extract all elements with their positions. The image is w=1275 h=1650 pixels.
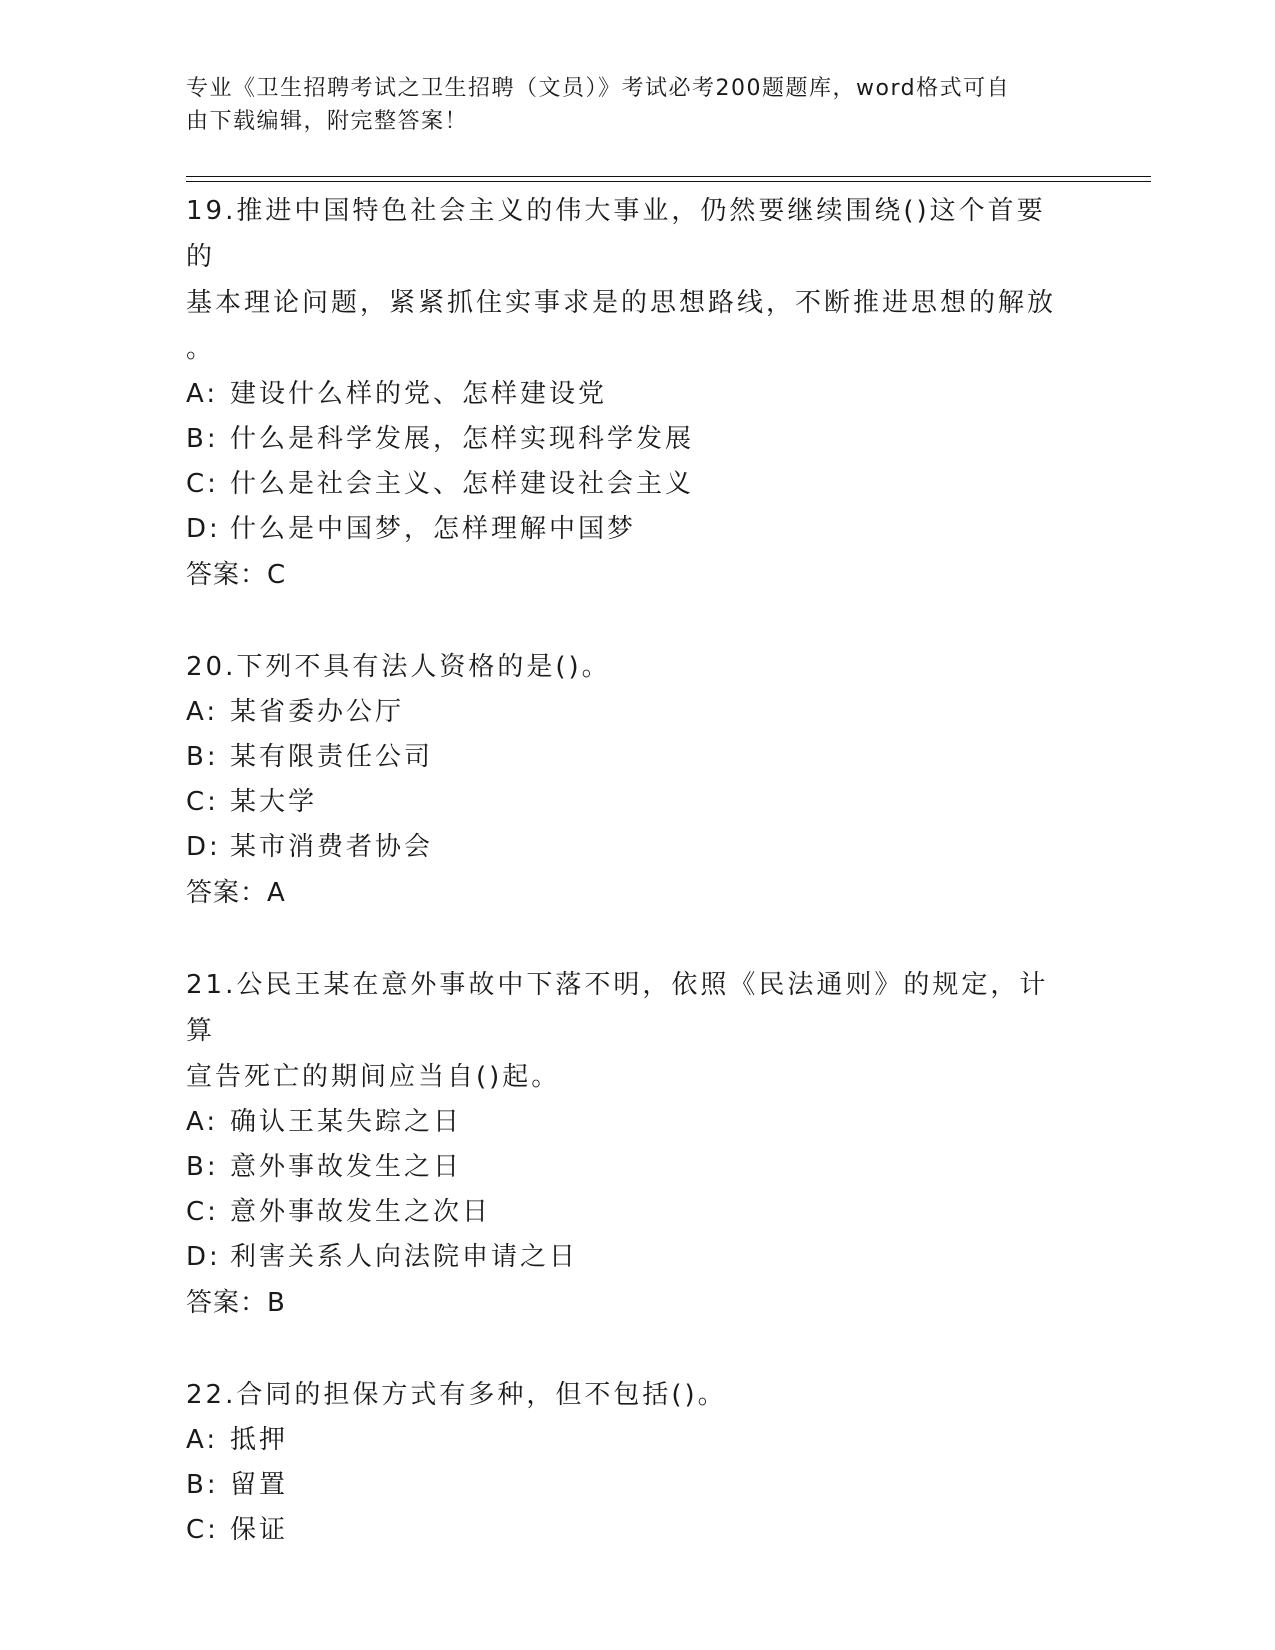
option-text: 确认王某失踪之日: [230, 1107, 463, 1137]
stem-line: 22.合同的担保方式有多种，但不包括()。: [186, 1380, 727, 1410]
option-b: [186, 1463, 1066, 1508]
option-b: [186, 417, 1066, 462]
header-line-1: 专业《卫生招聘考试之卫生招聘（文员）》考试必考200题题库，word格式可自: [186, 76, 1011, 101]
question-stem: [186, 644, 1066, 690]
question-stem: [186, 188, 1066, 372]
header-divider-top: [186, 176, 1151, 177]
option-text: 某大学: [230, 787, 318, 817]
option-label: C:: [186, 1197, 219, 1227]
option-text: 留置: [230, 1470, 289, 1500]
header-divider-bottom: [186, 181, 1151, 182]
option-label: C:: [186, 787, 219, 817]
option-label: A:: [186, 1107, 219, 1137]
question-stem: [186, 962, 1066, 1100]
option-label: D:: [186, 1242, 221, 1272]
question-19: [186, 188, 1066, 598]
option-text: 什么是科学发展，怎样实现科学发展: [230, 424, 695, 454]
option-text: 什么是中国梦，怎样理解中国梦: [230, 514, 637, 544]
option-label: B:: [186, 1152, 219, 1182]
option-c: [186, 780, 1066, 825]
option-b: [186, 1145, 1066, 1190]
answer-line: 答案：C: [186, 560, 287, 590]
option-text: 利害关系人向法院申请之日: [230, 1242, 579, 1272]
option-a: [186, 1100, 1066, 1145]
option-label: C:: [186, 469, 219, 499]
question-20: [186, 644, 1066, 916]
option-text: 某省委办公厅: [230, 697, 405, 727]
option-c: [186, 462, 1066, 507]
option-label: B:: [186, 742, 219, 772]
header-line-2: 由下载编辑，附完整答案！: [186, 109, 469, 134]
stem-line: 20.下列不具有法人资格的是()。: [186, 652, 611, 682]
option-c: [186, 1190, 1066, 1235]
option-label: B:: [186, 1470, 219, 1500]
option-text: 某有限责任公司: [230, 742, 434, 772]
stem-line: 21.公民王某在意外事故中下落不明，依照《民法通则》的规定，计算: [186, 970, 1049, 1046]
stem-line: 宣告死亡的期间应当自()起。: [186, 1062, 561, 1092]
answer-line: 答案：B: [186, 1288, 286, 1318]
stem-line: 19.推进中国特色社会主义的伟大事业，仍然要继续围绕()这个首要的: [186, 196, 1046, 272]
option-d: [186, 1235, 1066, 1280]
option-text: 什么是社会主义、怎样建设社会主义: [230, 469, 695, 499]
question-list: [186, 188, 1066, 1599]
question-22: [186, 1372, 1066, 1553]
option-d: [186, 825, 1066, 870]
option-text: 意外事故发生之次日: [230, 1197, 492, 1227]
option-label: A:: [186, 1425, 219, 1455]
option-text: 抵押: [230, 1425, 289, 1455]
option-text: 建设什么样的党、怎样建设党: [230, 379, 608, 409]
option-a: [186, 1418, 1066, 1463]
option-label: C:: [186, 1515, 219, 1545]
option-text: 保证: [230, 1515, 289, 1545]
question-21: [186, 962, 1066, 1326]
option-label: D:: [186, 514, 221, 544]
option-label: A:: [186, 379, 219, 409]
option-label: A:: [186, 697, 219, 727]
stem-line: 。: [186, 334, 216, 364]
option-a: [186, 372, 1066, 417]
option-b: [186, 735, 1066, 780]
stem-line: 基本理论问题，紧紧抓住实事求是的思想路线，不断推进思想的解放: [186, 288, 1057, 318]
option-label: D:: [186, 832, 221, 862]
option-text: 意外事故发生之日: [230, 1152, 463, 1182]
document-header: [186, 72, 1066, 138]
question-stem: [186, 1372, 1066, 1418]
option-d: [186, 507, 1066, 552]
option-a: [186, 690, 1066, 735]
answer-line: 答案：A: [186, 878, 286, 908]
option-label: B:: [186, 424, 219, 454]
option-c: [186, 1508, 1066, 1553]
option-text: 某市消费者协会: [230, 832, 434, 862]
